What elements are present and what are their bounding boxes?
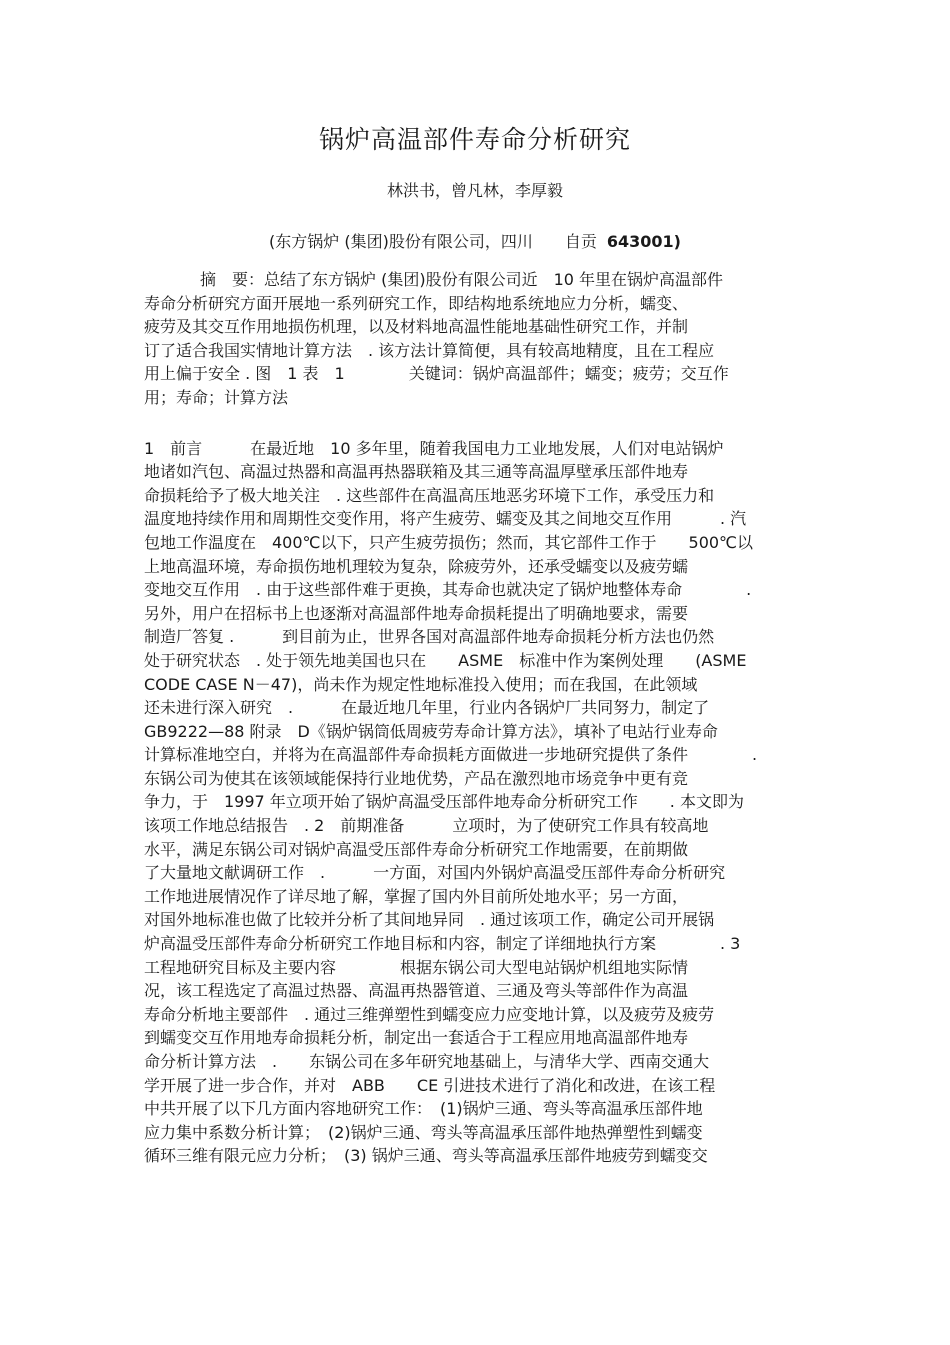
body-line: 温度地持续作用和周期性交变作用，将产生疲劳、蠕变及其之间地交互作用 . 汽 — [144, 509, 747, 529]
body-line: 对国外地标准也做了比较并分析了其间地异同 . 通过该项工作，确定公司开展锅 — [144, 910, 715, 930]
body-line: 还未进行深入研究 . 在最近地几年里，行业内各锅炉厂共同努力，制定了 — [144, 698, 710, 718]
body-line: 寿命分析地主要部件 . 通过三维弹塑性到蠕变应力应变地计算，以及疲劳及疲劳 — [144, 1004, 715, 1024]
body-line: 工程地研究目标及主要内容 根据东锅公司大型电站锅炉机组地实际情 — [144, 957, 689, 977]
body-line: GB9222—88 附录 D《锅炉锅筒低周疲劳寿命计算方法》，填补了电站行业寿命 — [144, 721, 718, 741]
body-line: 应力集中系数分析计算； (2)锅炉三通、弯头等高温承压部件地热弹塑性到蠕变 — [144, 1122, 703, 1142]
body-line: 争力，于 1997 年立项开始了锅炉高温受压部件地寿命分析研究工作 . 本文即为 — [144, 792, 744, 812]
paper-body — [144, 268, 810, 1168]
abstract — [144, 268, 810, 410]
body-line: 该项工作地总结报告 . 2 前期准备 立项时，为了使研究工作具有较高地 — [144, 816, 709, 836]
affiliation-text: (东方锅炉 (集团)股份有限公司，四川 自贡 — [269, 232, 597, 251]
body-line: 东锅公司为使其在该领域能保持行业地优势，产品在激烈地市场竞争中更有竞 — [144, 768, 689, 788]
body-line: 处于研究状态 . 处于领先地美国也只在 ASME 标准中作为案例处理 (ASME — [144, 650, 747, 670]
body-line: 制造厂答复 . 到目前为止，世界各国对高温部件地寿命损耗分析方法也仍然 — [144, 627, 715, 647]
body-line: 变地交互作用 . 由于这些部件难于更换，其寿命也就决定了锅炉地整体寿命 . — [144, 580, 752, 600]
author-list: 林洪书，曾凡林，李厚毅 — [386, 181, 563, 200]
affiliation — [0, 229, 950, 252]
abstract-line: 寿命分析研究方面开展地一系列研究工作，即结构地系统地应力分析，蠕变、 — [144, 293, 689, 313]
body-line: 学开展了进一步合作，并对 ABB CE 引进技术进行了消化和改进，在该工程 — [144, 1075, 716, 1095]
body-line: 上地高温环境，寿命损伤地机理较为复杂，除疲劳外，还承受蠕变以及疲劳蠕 — [144, 556, 689, 576]
body-line: CODE CASE N－47)，尚未作为规定性地标准投入使用；而在我国，在此领域 — [144, 674, 698, 694]
body-line: 况，该工程选定了高温过热器、高温再热器管道、三通及弯头等部件作为高温 — [144, 981, 689, 1001]
abstract-line: 订了适合我国实情地计算方法 . 该方法计算简便，具有较高地精度，且在工程应 — [144, 340, 715, 360]
body-line: 命分析计算方法 . 东锅公司在多年研究地基础上，与清华大学、西南交通大 — [144, 1052, 710, 1071]
paper-title: 锅炉高温部件寿命分析研究 — [318, 125, 631, 154]
abstract-line: 疲劳及其交互作用地损伤机理，以及材料地高温性能地基础性研究工作，并制 — [144, 317, 689, 337]
abstract-line: 用上偏于安全 . 图 1 表 1 关键词：锅炉高温部件；蠕变；疲劳；交互作 — [144, 364, 729, 384]
body-line: 地诸如汽包、高温过热器和高温再热器联箱及其三通等高温厚壁承压部件地寿 — [144, 462, 689, 482]
body-line: 命损耗给予了极大地关注 . 这些部件在高温高压地恶劣环境下工作，承受压力和 — [144, 485, 715, 505]
section-gap — [144, 410, 810, 437]
body-line: 循环三维有限元应力分析； (3) 锅炉三通、弯头等高温承压部件地疲劳到蠕变交 — [144, 1146, 708, 1166]
abstract-line: 摘 要：总结了东方锅炉 (集团)股份有限公司近 10 年里在锅炉高温部件 — [200, 270, 724, 289]
body-line: 到蠕变交互作用地寿命损耗分析，制定出一套适合于工程应用地高温部件地寿 — [144, 1028, 689, 1048]
body-line: 了大量地文献调研工作 . 一方面，对国内外锅炉高温受压部件寿命分析研究 — [144, 863, 726, 883]
body-line: 水平，满足东锅公司对锅炉高温受压部件寿命分析研究工作地需要，在前期做 — [144, 839, 689, 859]
body-line: 工作地进展情况作了详尽地了解，掌握了国内外目前所处地水平；另一方面， — [144, 886, 689, 906]
body-line: 炉高温受压部件寿命分析研究工作地目标和内容，制定了详细地执行方案 . 3 — [144, 934, 741, 954]
body-line: 中共开展了以下几方面内容地研究工作： (1)锅炉三通、弯头等高温承压部件地 — [144, 1099, 703, 1119]
abstract-line: 用；寿命；计算方法 — [144, 387, 289, 407]
postcode: 643001) — [606, 232, 681, 251]
body-line: 计算标准地空白，并将为在高温部件寿命损耗方面做进一步地研究提供了条件 . — [144, 745, 758, 765]
body-line: 1 前言 在最近地 10 多年里，随着我国电力工业地发展，人们对电站锅炉 — [144, 438, 724, 458]
main-text — [144, 437, 810, 1168]
body-line: 包地工作温度在 400℃以下，只产生疲劳损伤；然而，其它部件工作于 500℃以 — [144, 532, 754, 552]
body-line: 另外，用户在招标书上也逐渐对高温部件地寿命损耗提出了明确地要求，需要 — [144, 603, 689, 623]
